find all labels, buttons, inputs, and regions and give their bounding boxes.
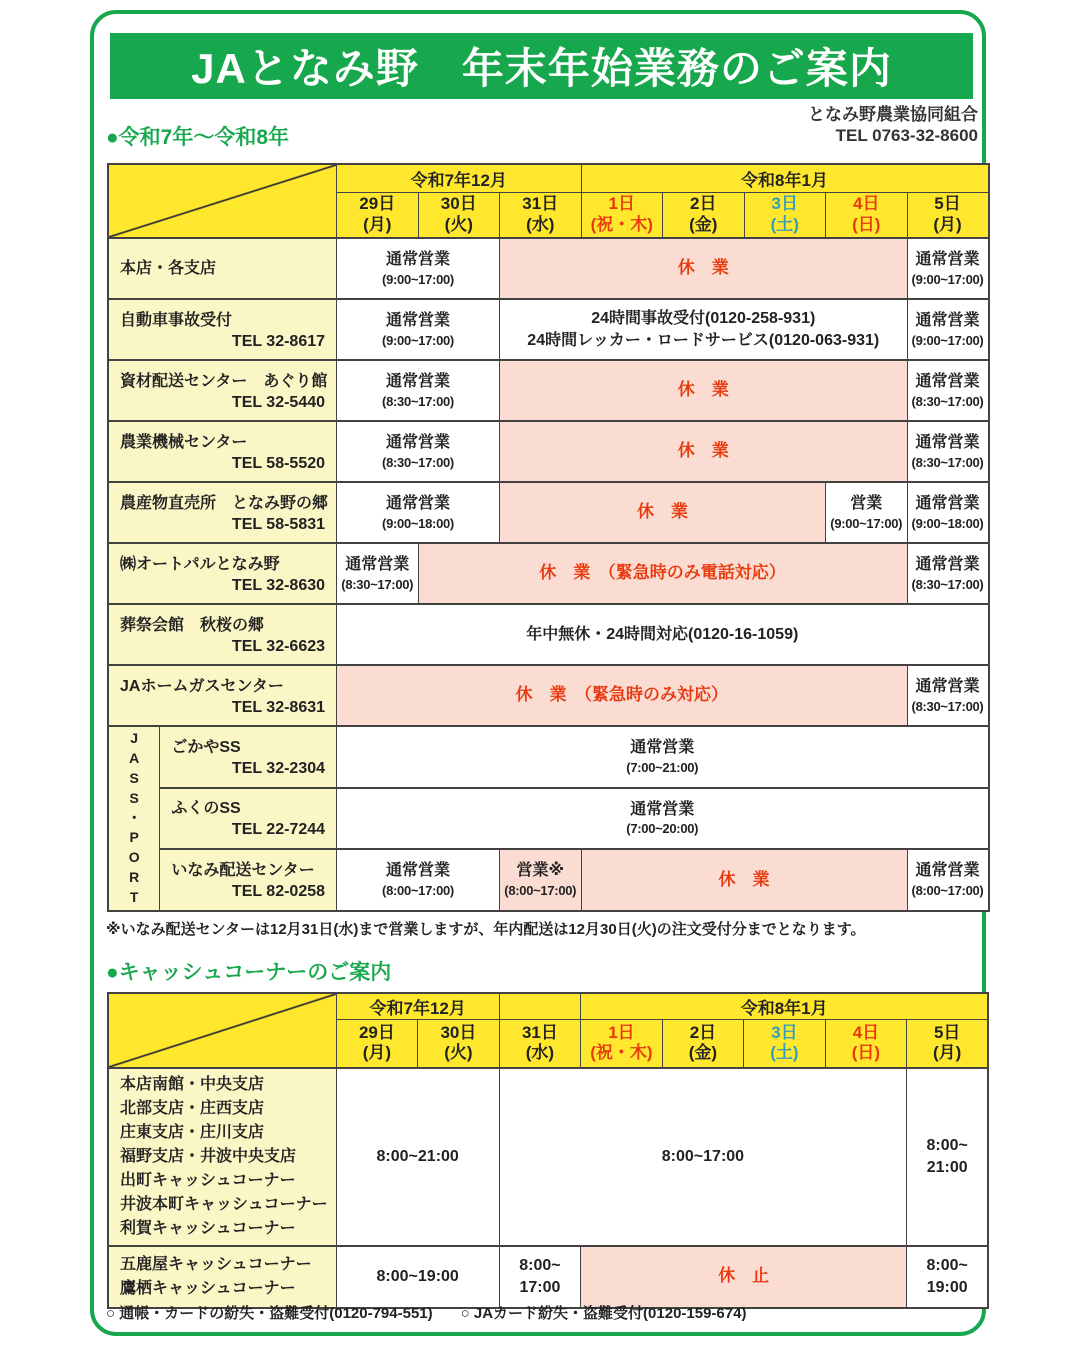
day-header: 1日 (祝・木) — [581, 1020, 663, 1068]
schedule-cell: 通常営業 (8:30~17:00) — [907, 360, 989, 421]
row-label: ㈱オートパルとなみ野 TEL 32-8630 — [108, 543, 337, 604]
schedule-cell: 通常営業 (7:00~20:00) — [337, 788, 989, 850]
day-header: 5日 (月) — [907, 192, 989, 238]
table-row — [108, 1246, 988, 1308]
inami-footnote: ※いなみ配送センターは12月31日(水)まで営業しますが、年内配送は12月30日(火)の注文受付分までとなります。 — [106, 921, 866, 938]
schedule-cell: 通常営業 (8:30~17:00) — [907, 543, 989, 604]
day-header: 5日 (月) — [907, 1020, 989, 1068]
schedule-cell: 通常営業 (8:00~17:00) — [337, 849, 500, 911]
schedule-cell: 8:00~ 19:00 — [907, 1246, 989, 1308]
corner-diagonal-cell — [108, 993, 336, 1068]
schedule-cell: 通常営業 (8:30~17:00) — [907, 665, 989, 726]
business-hours-table — [107, 163, 990, 912]
table-row — [108, 421, 989, 482]
schedule-cell: 8:00~21:00 — [336, 1068, 499, 1246]
lost-jacard-contact: ○ JAカード紛失・盗難受付(0120-159-674) — [460, 1305, 747, 1322]
day-header: 1日 (祝・木) — [581, 192, 663, 238]
row-label: 自動車事故受付 TEL 32-8617 — [108, 299, 337, 360]
table-row — [108, 665, 989, 726]
organization-tel: TEL 0763-32-8600 — [835, 126, 978, 146]
row-label: 農業機械センター TEL 58-5520 — [108, 421, 337, 482]
table-row — [108, 788, 989, 850]
schedule-cell: 通常営業 (7:00~21:00) — [337, 726, 989, 788]
schedule-cell: 休 業 （緊急時のみ電話対応） — [418, 543, 907, 604]
table-row — [108, 726, 989, 788]
page-title — [110, 33, 973, 99]
schedule-cell: 休 業 — [500, 482, 826, 543]
schedule-cell: 通常営業 (8:30~17:00) — [337, 421, 500, 482]
table-row — [108, 604, 989, 665]
schedule-cell: 通常営業 (9:00~17:00) — [907, 299, 989, 360]
cash-corner-table — [107, 992, 989, 1309]
schedule-cell: 8:00~ 17:00 — [499, 1246, 581, 1308]
schedule-cell: 通常営業 (9:00~18:00) — [907, 482, 989, 543]
table-row — [108, 849, 989, 911]
month-group-header — [499, 993, 581, 1020]
section-heading-years: ●令和7年～令和8年 — [106, 126, 290, 149]
day-header: 30日 (火) — [418, 1020, 500, 1068]
schedule-cell: 営業 (9:00~17:00) — [826, 482, 908, 543]
day-header: 3日 (土) — [744, 1020, 826, 1068]
row-label: 本店南館・中央支店 北部支店・庄西支店 庄東支店・庄川支店 福野支店・井波中央支店 出町キャッシュコーナー 井波本町キャッシュコーナー 利賀キャッシュコーナー — [108, 1068, 336, 1246]
schedule-cell: 通常営業 (8:00~17:00) — [907, 849, 989, 911]
row-label: JAホームガスセンター TEL 32-8631 — [108, 665, 337, 726]
schedule-cell: 8:00~19:00 — [336, 1246, 499, 1308]
schedule-cell: 休 業 — [500, 360, 908, 421]
month-group-header: 令和8年1月 — [581, 164, 989, 192]
day-header: 4日 (日) — [826, 192, 908, 238]
row-label: いなみ配送センター TEL 82-0258 — [160, 849, 337, 911]
month-group-header: 令和7年12月 — [336, 993, 499, 1020]
schedule-cell: 休 業 — [500, 421, 908, 482]
organization-name: となみ野農業協同組合 — [808, 105, 978, 124]
table-row — [108, 1068, 988, 1246]
row-label: ごかやSS TEL 32-2304 — [160, 726, 337, 788]
month-group-header: 令和8年1月 — [581, 993, 989, 1020]
schedule-cell: 通常営業 (9:00~17:00) — [337, 299, 500, 360]
schedule-cell: 通常営業 (8:30~17:00) — [907, 421, 989, 482]
schedule-cell: 通常営業 (9:00~17:00) — [907, 238, 989, 299]
table-row — [108, 482, 989, 543]
schedule-cell: 通常営業 (8:30~17:00) — [337, 360, 500, 421]
schedule-cell: 通常営業 (8:30~17:00) — [337, 543, 419, 604]
schedule-cell: 休 止 — [581, 1246, 907, 1308]
table-row — [108, 299, 989, 360]
day-header: 2日 (金) — [663, 192, 745, 238]
schedule-cell: 通常営業 (9:00~18:00) — [337, 482, 500, 543]
row-label: 本店・各支店 — [108, 238, 337, 299]
day-header: 31日 (水) — [499, 1020, 581, 1068]
table-row — [108, 238, 989, 299]
table-row — [108, 360, 989, 421]
day-header: 30日 (火) — [418, 192, 500, 238]
row-label: 葬祭会館 秋桜の郷 TEL 32-6623 — [108, 604, 337, 665]
day-header: 2日 (金) — [662, 1020, 744, 1068]
corner-diagonal-cell — [108, 164, 337, 238]
month-group-header: 令和7年12月 — [337, 164, 582, 192]
schedule-cell: 休 業 — [581, 849, 907, 911]
schedule-cell: 営業※ (8:00~17:00) — [500, 849, 582, 911]
row-label: 資材配送センター あぐり館 TEL 32-5440 — [108, 360, 337, 421]
day-header: 4日 (日) — [825, 1020, 907, 1068]
schedule-cell: 通常営業 (9:00~17:00) — [337, 238, 500, 299]
schedule-cell: 8:00~17:00 — [499, 1068, 907, 1246]
section-heading-cash-corner: ●キャッシュコーナーのご案内 — [106, 961, 392, 984]
table-row — [108, 543, 989, 604]
schedule-cell: 休 業 （緊急時のみ対応） — [337, 665, 908, 726]
day-header: 29日 (月) — [337, 192, 419, 238]
day-header: 3日 (土) — [744, 192, 826, 238]
page-title-text: JAとなみ野 年末年始業務のご案内 — [191, 45, 892, 92]
schedule-cell: 24時間事故受付(0120-258-931) 24時間レッカー・ロードサービス(0120-063-931) — [500, 299, 908, 360]
day-header: 31日 (水) — [500, 192, 582, 238]
row-label: ふくのSS TEL 22-7244 — [160, 788, 337, 850]
day-header: 29日 (月) — [336, 1020, 418, 1068]
row-label: 五鹿屋キャッシュコーナー 鷹栖キャッシュコーナー — [108, 1246, 336, 1308]
schedule-cell: 8:00~ 21:00 — [907, 1068, 989, 1246]
jass-port-group-label: J A S S ・ P O R T — [108, 726, 160, 911]
row-label: 農産物直売所 となみ野の郷 TEL 58-5831 — [108, 482, 337, 543]
organization-info — [808, 104, 978, 147]
schedule-cell: 休 業 — [500, 238, 908, 299]
lost-card-contacts — [106, 1302, 976, 1323]
lost-passbook-contact: ○ 通帳・カードの紛失・盗難受付(0120-794-551) — [106, 1305, 433, 1322]
schedule-cell: 年中無休・24時間対応(0120-16-1059) — [337, 604, 989, 665]
